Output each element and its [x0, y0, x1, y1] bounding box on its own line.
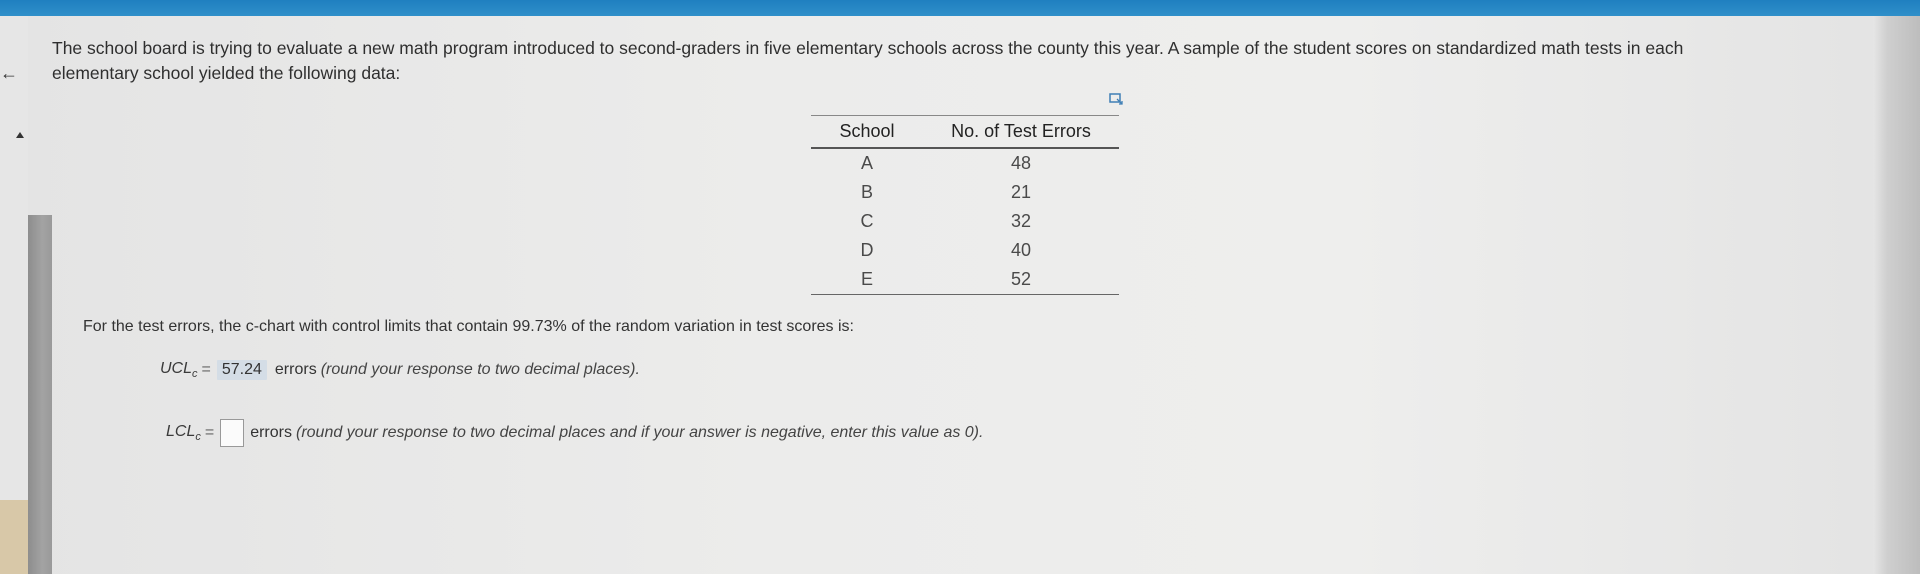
school-cell: A [860, 153, 873, 173]
errors-cell: 21 [1010, 182, 1032, 202]
ucl-unit: errors [274, 361, 317, 379]
up-arrow-icon[interactable] [16, 132, 24, 138]
data-table [811, 115, 1119, 295]
school-cell: E [811, 265, 923, 295]
errors-cell: 48 [1010, 153, 1032, 173]
table-row [811, 265, 1119, 295]
left-scrollbar[interactable] [28, 215, 52, 574]
top-bar [0, 0, 1920, 16]
ucl-equals: = [201, 361, 211, 379]
table-row [811, 148, 1119, 178]
intro-line-2: elementary school yielded the following data: [52, 63, 401, 83]
question-prompt: For the test errors, the c-chart with control limits that contain 99.73% of the random variation in test scores is: [83, 318, 854, 335]
school-cell: D [860, 240, 874, 260]
table-header-row [811, 116, 1119, 149]
column-header-school: School [811, 116, 923, 149]
column-header-errors: No. of Test Errors [923, 116, 1119, 149]
table-row [811, 236, 1119, 265]
ucl-input[interactable]: 57.24 [217, 360, 267, 380]
right-scrollbar[interactable] [1873, 16, 1920, 574]
intro-line-1: The school board is trying to evaluate a new math program introduced to second-graders in five elementary schools across the county this year. A sample of the student scores on standardized math tests in each [52, 38, 1684, 58]
errors-cell: 40 [1010, 240, 1032, 260]
lcl-answer-row [166, 419, 983, 447]
ucl-label: $UCL_c$ [160, 360, 198, 381]
lcl-label: $LCL_c$ [166, 422, 201, 444]
back-arrow-icon[interactable]: ← [0, 63, 18, 83]
ucl-answer-row [160, 360, 640, 380]
question-intro [52, 36, 1912, 86]
table-row [811, 178, 1119, 207]
lcl-hint: (round your response to two decimal places and if your answer is negative, enter this value as 0). [295, 424, 984, 441]
lcl-input[interactable] [220, 419, 244, 447]
ucl-hint: (round your response to two decimal places). [320, 361, 640, 379]
errors-cell: 32 [1010, 211, 1032, 231]
school-cell: B [860, 182, 873, 202]
table-row [811, 207, 1119, 236]
left-floor [0, 500, 28, 574]
errors-cell: 52 [923, 265, 1119, 295]
school-cell: C [860, 211, 874, 231]
lcl-equals: = [204, 424, 215, 441]
lcl-unit: errors [250, 424, 292, 441]
left-panel [0, 16, 28, 574]
expand-table-icon[interactable] [1109, 93, 1123, 105]
